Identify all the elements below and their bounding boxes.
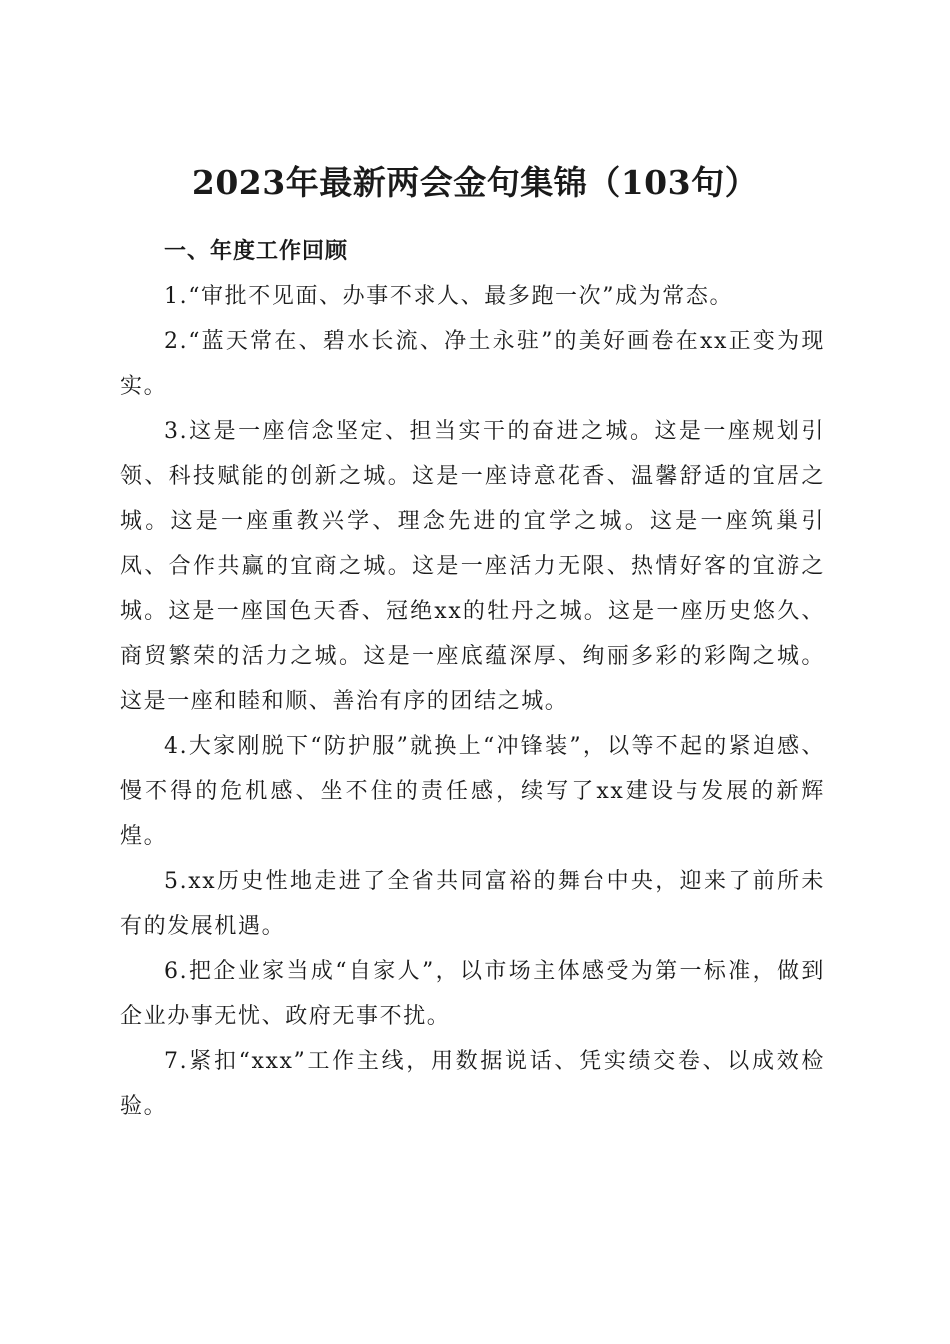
quote-item-7: 7.紧扣“xxx”工作主线，用数据说话、凭实绩交卷、以成效检验。 bbox=[120, 1049, 825, 1119]
quote-item-5: 5.xx历史性地走进了全省共同富裕的舞台中央，迎来了前所未有的发展机遇。 bbox=[120, 869, 825, 939]
quote-item-2: 2.“蓝天常在、碧水长流、净土永驻”的美好画卷在xx正变为现实。 bbox=[120, 329, 825, 399]
quote-item-3: 3.这是一座信念坚定、担当实干的奋进之城。这是一座规划引领、科技赋能的创新之城。这是一座诗意花香、温馨舒适的宜居之城。这是一座重教兴学、理念先进的宜学之城。这是一座筑巢引凤、合作共赢的宜商之城。这是一座活力无限、热情好客的宜游之城。这是一座国色天香、冠绝xx的牡丹之城。这是一座历史悠久、商贸繁荣的活力之城。这是一座底蕴深厚、绚丽多彩的彩陶之城。这是一座和睦和顺、善治有序的团结之城。 bbox=[120, 419, 825, 714]
quote-item-1: 1.“审批不见面、办事不求人、最多跑一次”成为常态。 bbox=[164, 284, 734, 309]
quote-item-6: 6.把企业家当成“自家人”，以市场主体感受为第一标准，做到企业办事无忧、政府无事不扰。 bbox=[120, 959, 825, 1029]
quote-item-4: 4.大家刚脱下“防护服”就换上“冲锋装”，以等不起的紧迫感、慢不得的危机感、坐不住的责任感，续写了xx建设与发展的新辉煌。 bbox=[120, 734, 825, 849]
document-body bbox=[120, 229, 825, 1129]
section-heading: 一、年度工作回顾 bbox=[164, 239, 349, 264]
document-title: 2023年最新两会金句集锦（103句） bbox=[191, 163, 759, 203]
